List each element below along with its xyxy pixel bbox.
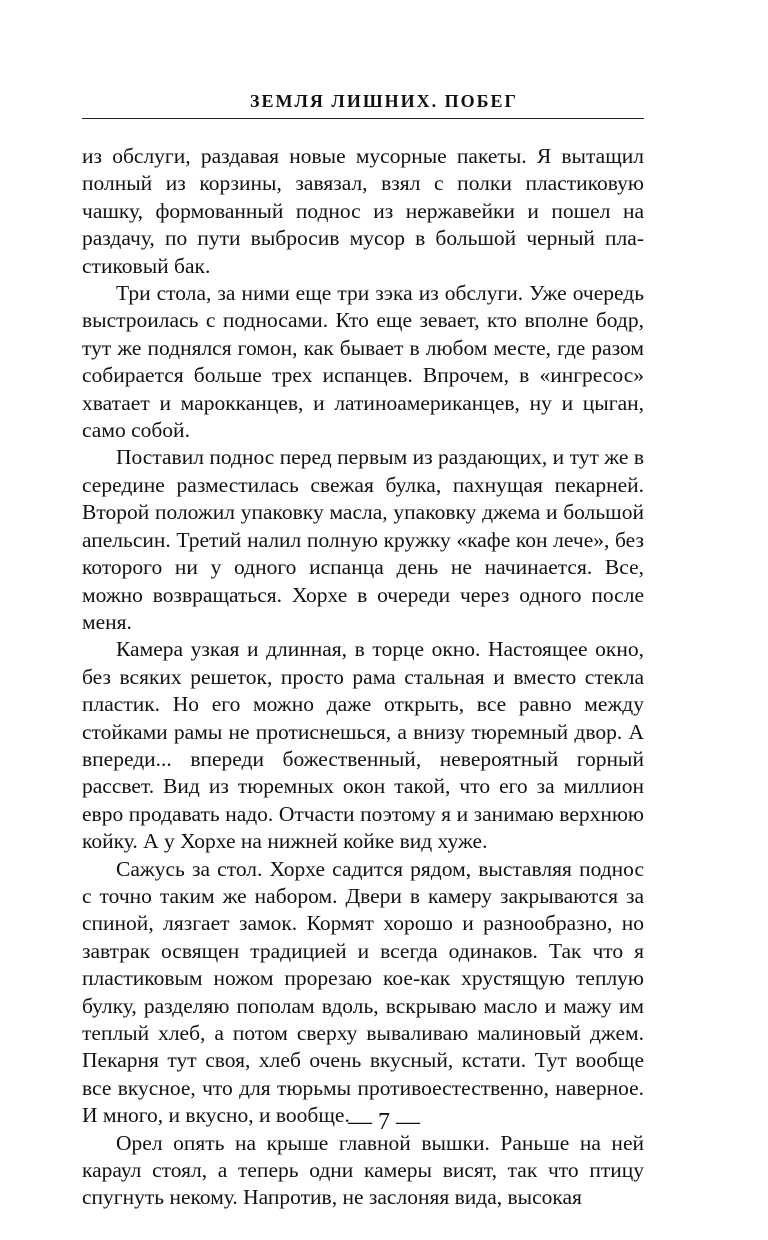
paragraph: Поставил поднос перед первым из раздающих, и тут же в середине разместилась свежая булка, пахнущая пекарней. Второй положил упаковку масла, упаковку джема и большой апельсин. Третий налил полную кружку «кафе кон лече», без которого ни у одного испанца день не начинается. Все, можно возвращаться. Хорхе в очереди через одного после меня. — [82, 445, 644, 634]
page-number: — 7 — — [348, 1109, 420, 1135]
body-text — [82, 143, 644, 1212]
paragraph: Орел опять на крыше главной вышки. Раньше на ней караул стоял, а теперь одни камеры висят, так что птицу спугнуть некому. Напротив, не заслоняя вида, высокая — [82, 1130, 644, 1210]
running-head: ЗЕМЛЯ ЛИШНИХ. ПОБЕГ — [250, 91, 518, 111]
paragraph: Камера узкая и длинная, в торце окно. Настоящее окно, без всяких решеток, просто рама стальная и вместо стекла пластик. Но его можно даже открыть, все равно между стойками рамы не протиснешься, а внизу тюремный двор. А впереди... впереди божественный, невероятный горный рассвет. Вид из тюремных окон такой, что его за миллион евро продавать надо. Отчасти поэтому я и занимаю верхнюю койку. А у Хорхе на нижней койке вид хуже. — [82, 637, 644, 854]
paragraph: Сажусь за стол. Хорхе садится рядом, выставляя поднос с точно таким же набором. Двери в камеру закрываются за спиной, лязгает замок. Кормят хорошо и разнообразно, но завтрак освящен традицией и всегда одинаков. Так что я пластиковым ножом прорезаю кое-как хрустящую теплую булку, разделяю пополам вдоль, вскрываю масло и мажу им теплый хлеб, а потом сверху вываливаю малиновый джем. Пекарня тут своя, хлеб очень вкусный, кстати. Тут вообще все вкусное, что для тюрьмы противоестественно, наверное. И много, и вкусно, и вообще. — [82, 856, 644, 1128]
paragraph-continued: из обслуги, раздавая новые мусорные пакеты. Я вытащил полный из корзины, завязал, взял с полки пластиковую чашку, формованный поднос из нержавейки и пошел на раздачу, по пути выбросив мусор в большой черный пластиковый бак. — [82, 144, 644, 278]
header-rule — [82, 118, 644, 119]
paragraph: Три стола, за ними еще три зэка из обслуги. Уже очередь выстроилась с подносами. Кто еще зевает, кто вполне бодр, тут же поднялся гомон, как бывает в любом месте, где разом собирается больше трех испанцев. Впрочем, в «ингресос» хватает и марокканцев, и латиноамериканцев, ну и цыган, само собой. — [82, 281, 644, 443]
